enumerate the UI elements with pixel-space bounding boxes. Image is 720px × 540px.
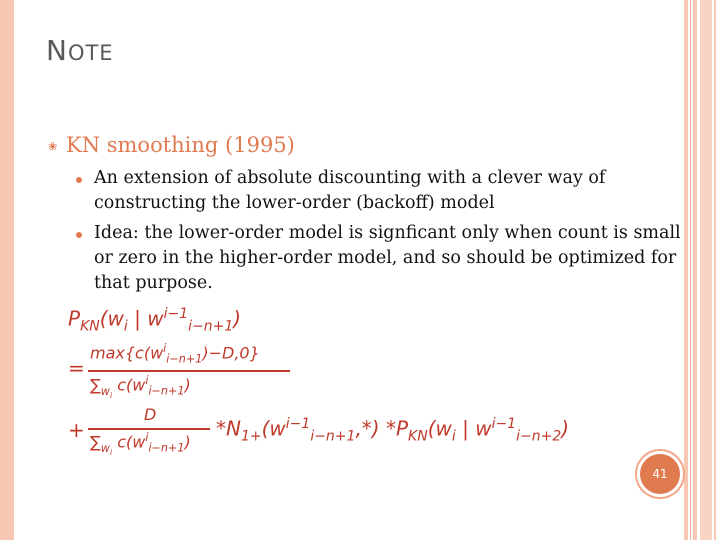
bullet-text: Idea: the lower-order model is signficant only when count is small or zero in the higher-order model, and so should be optimized for that purpose.: [94, 223, 681, 293]
slide-heading: KN smoothing (1995): [66, 133, 295, 157]
right-stripe: [693, 0, 697, 540]
formula-lhs: $P_{KN}(w_i$ | $w^{i-1}_{i-n+1}$): [68, 306, 242, 335]
page-number-badge: 41: [637, 451, 683, 497]
formula-denominator-1: $\sum_{w_i}$ $c(w^i_{i-n+1})$: [90, 374, 191, 400]
formula-equals: =: [68, 356, 85, 380]
formula-numerator-1: $\max\{c(w^i_{i-n+1})-D,0\}$: [90, 342, 260, 366]
slide-title-rest: OTE: [67, 41, 114, 65]
formula-numerator-2: D: [144, 405, 157, 424]
fraction-bar: [88, 370, 290, 372]
formula-plus: +: [68, 418, 85, 442]
formula-denominator-2: $\sum_{w_i}$ $c(w^i_{i-n+1})$: [90, 431, 191, 457]
slide-title: [46, 34, 114, 67]
kn-formula: [68, 302, 588, 462]
bullet-item: [76, 221, 681, 296]
bullet-text: An extension of absolute discounting with a clever way of constructing the lower-order (backoff) model: [94, 168, 606, 213]
right-stripe: [690, 0, 691, 540]
right-stripe: [700, 0, 712, 540]
bullet-dot-icon: [76, 177, 82, 183]
heading-bullet-icon: ❀: [48, 140, 58, 153]
right-stripe: [684, 0, 688, 540]
fraction-bar: [88, 428, 210, 430]
bullet-dot-icon: [76, 232, 82, 238]
right-stripe: [714, 0, 716, 540]
slide-title-initial: N: [46, 34, 68, 67]
bullet-item: [76, 166, 681, 216]
formula-tail: $*N_{1+}(w^{i-1}_{i-n+1},*)$ $*P_{KN}(w_i$ | $w^{i-1}_{i-n+2}$): [216, 416, 570, 445]
left-border-decoration: [0, 0, 14, 540]
